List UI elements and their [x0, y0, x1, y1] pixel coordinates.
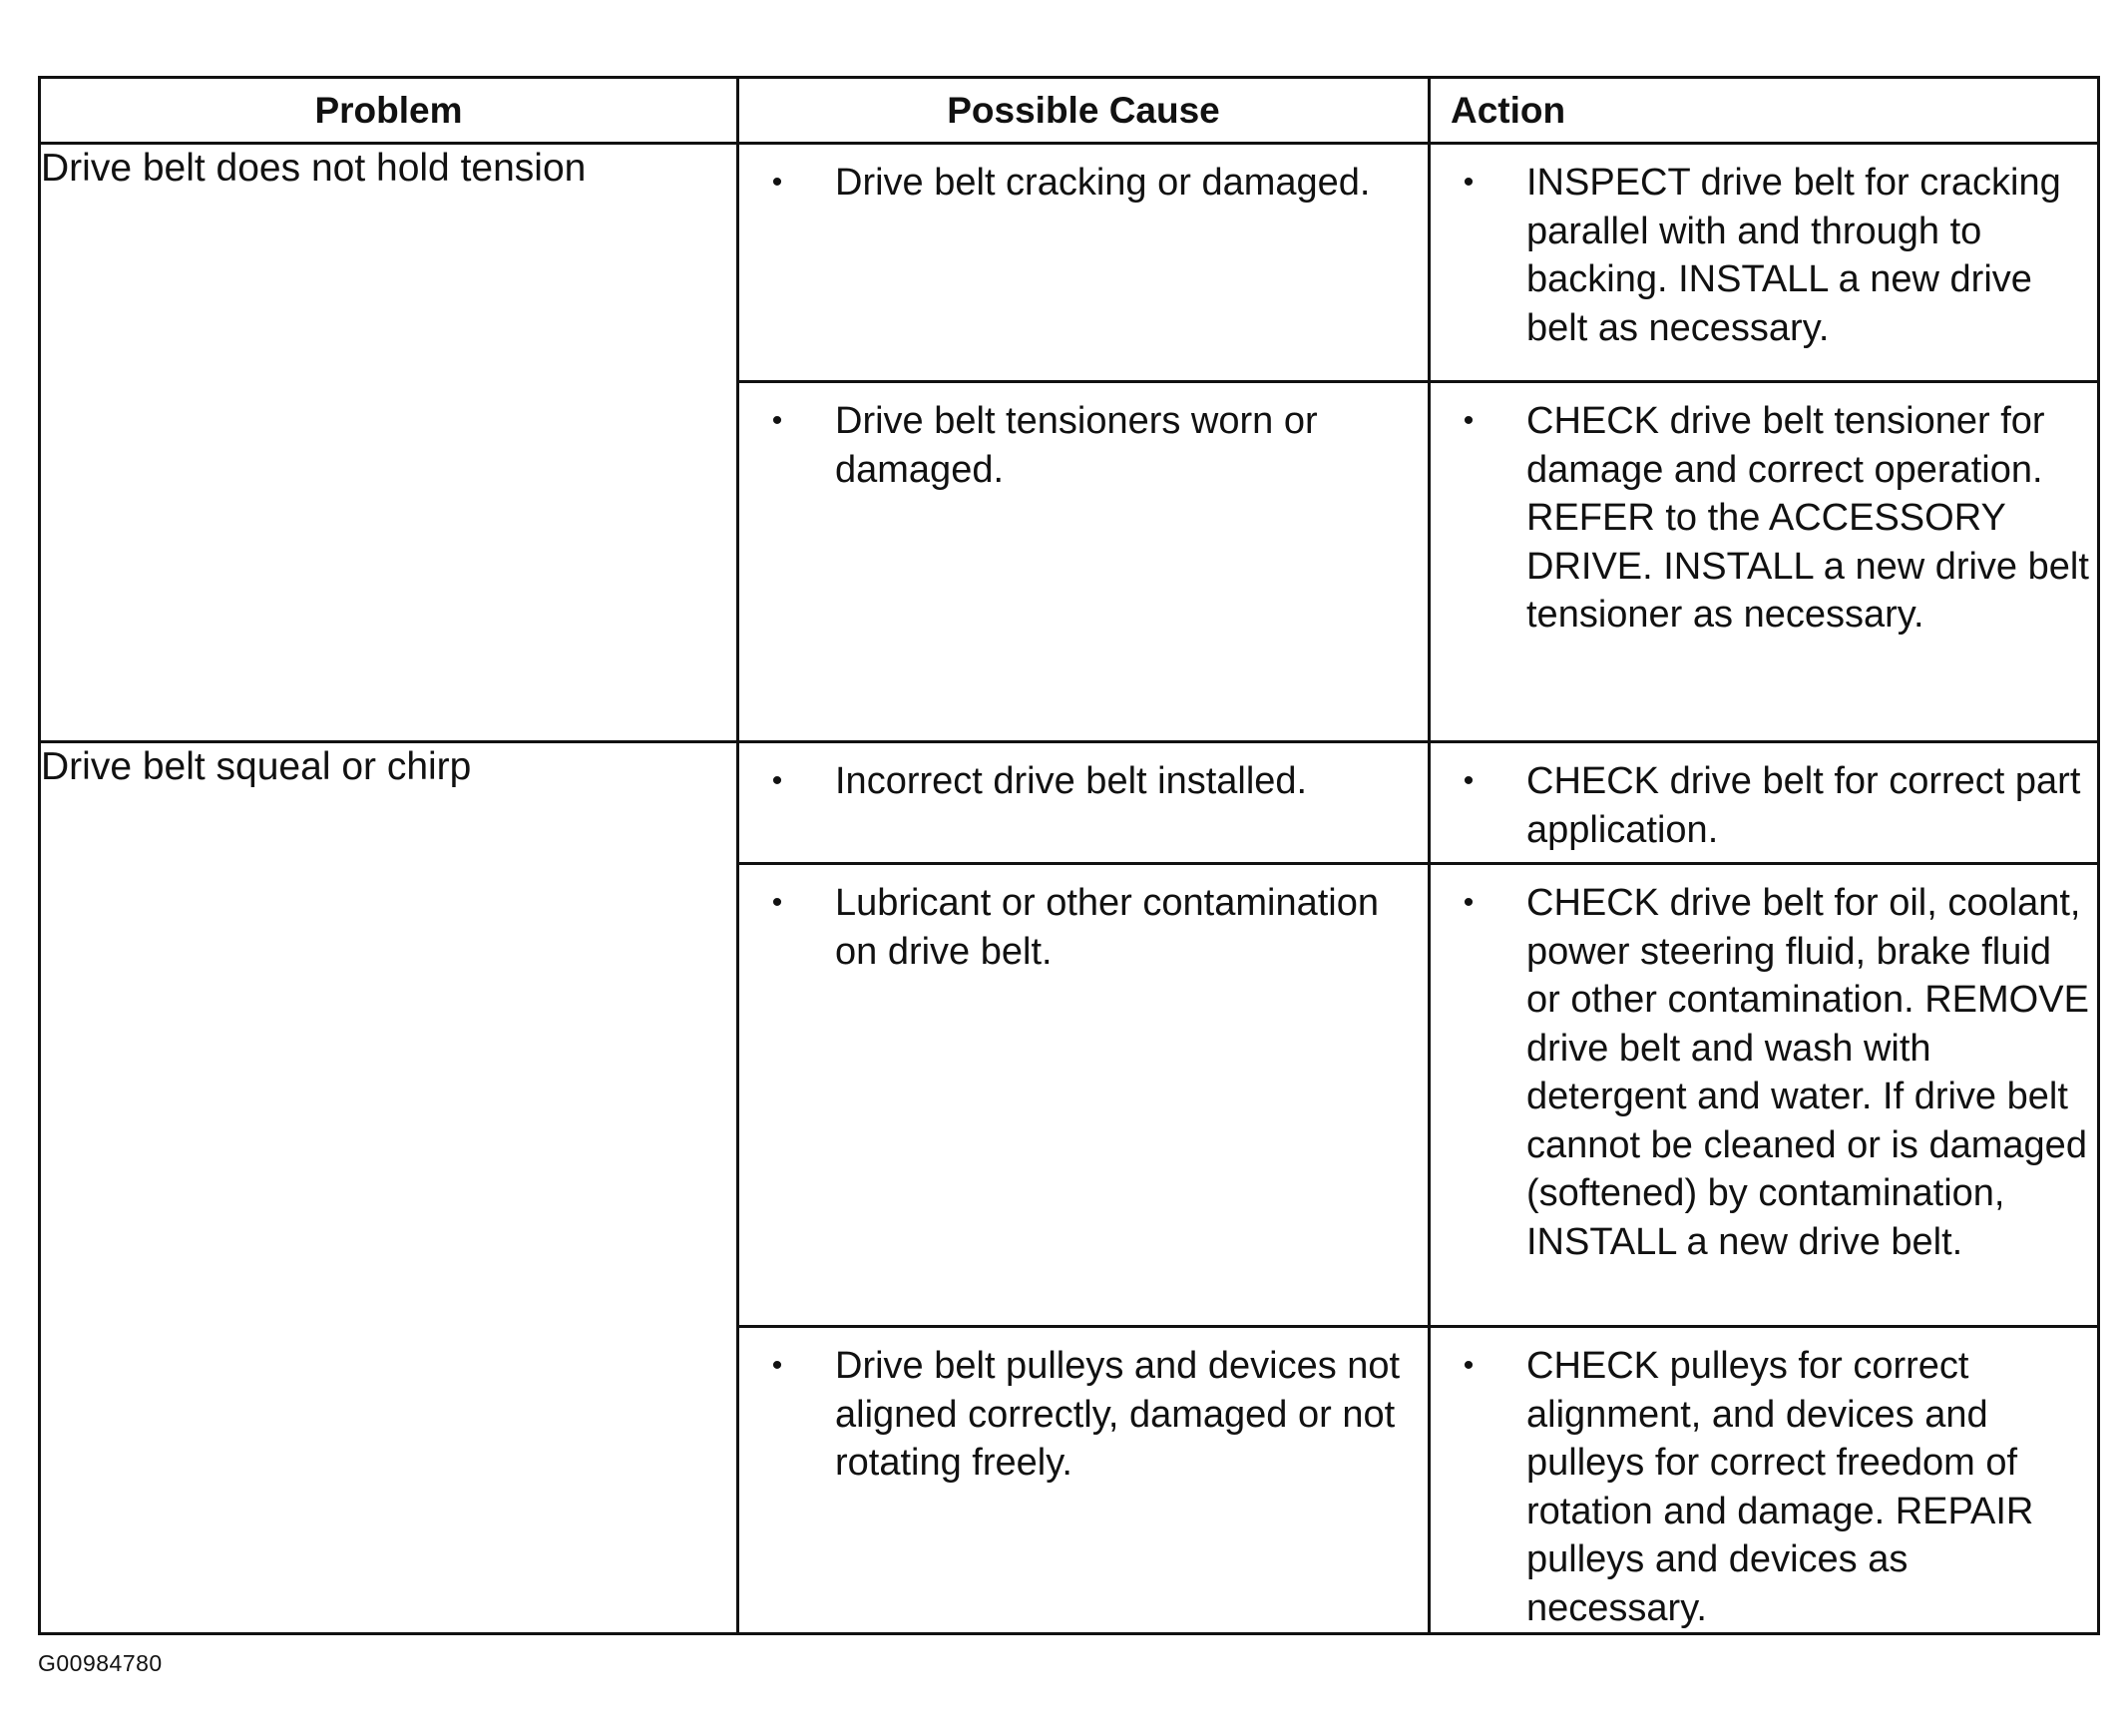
cause-text: Drive belt cracking or damaged. [835, 162, 1371, 204]
figure-id: G00984780 [38, 1650, 163, 1676]
cause-text: Lubricant or other contamination on drive belt. [835, 882, 1379, 973]
cause-cell [738, 742, 1430, 864]
troubleshooting-table [38, 76, 2100, 1635]
cause-item [739, 743, 1428, 806]
cause-cell [738, 144, 1430, 382]
action-text: CHECK drive belt tensioner for damage and correct operation. REFER to the ACCESSORY DRIVE. INSTALL a new drive belt tensioner as necessary. [1526, 400, 2089, 636]
action-text: INSPECT drive belt for cracking parallel with and through to backing. INSTALL a new drive belt as necessary. [1526, 162, 2061, 349]
cause-item [739, 145, 1428, 208]
cause-item [739, 865, 1428, 976]
bullet-icon: • [1463, 1349, 1475, 1382]
bullet-icon: • [771, 166, 783, 199]
action-cell [1430, 864, 2099, 1327]
problem-cell: Drive belt squeal or chirp [40, 742, 738, 1634]
bullet-icon: • [771, 404, 783, 437]
action-item [1431, 1328, 2097, 1632]
action-text: CHECK pulleys for correct alignment, and devices and pulleys for correct freedom of rotation and damage. REPAIR pulleys and devices as necessary. [1526, 1345, 2034, 1629]
table-row [40, 742, 2099, 864]
problem-header: Problem [40, 78, 738, 144]
action-item [1431, 865, 2097, 1266]
action-header: Action [1430, 78, 2099, 144]
cause-item [739, 1328, 1428, 1488]
action-cell [1430, 1327, 2099, 1634]
action-text: CHECK drive belt for correct part application. [1526, 760, 2081, 851]
cause-text: Drive belt tensioners worn or damaged. [835, 400, 1318, 491]
action-item [1431, 383, 2097, 640]
cause-cell [738, 864, 1430, 1327]
bullet-icon: • [771, 886, 783, 919]
bullet-icon: • [1463, 166, 1475, 199]
action-text: CHECK drive belt for oil, coolant, power steering fluid, brake fluid or other contamination. REMOVE drive belt and wash with detergent and water. If drive belt cannot be cleaned or is damaged (softened) by contamination, INSTALL a new drive belt. [1526, 882, 2089, 1263]
problem-cell: Drive belt does not hold tension [40, 144, 738, 742]
bullet-icon: • [1463, 404, 1475, 437]
action-cell [1430, 382, 2099, 742]
cause-cell [738, 1327, 1430, 1634]
action-cell [1430, 144, 2099, 382]
cause-text: Drive belt pulleys and devices not aligned correctly, damaged or not rotating freely. [835, 1345, 1401, 1484]
bullet-icon: • [771, 764, 783, 797]
bullet-icon: • [771, 1349, 783, 1382]
cause-cell [738, 382, 1430, 742]
action-cell [1430, 742, 2099, 864]
cause-item [739, 383, 1428, 494]
header-row [40, 78, 2099, 144]
cause-header: Possible Cause [738, 78, 1430, 144]
bullet-icon: • [1463, 886, 1475, 919]
table-row [40, 144, 2099, 382]
bullet-icon: • [1463, 764, 1475, 797]
action-item [1431, 743, 2097, 854]
action-item [1431, 145, 2097, 352]
cause-text: Incorrect drive belt installed. [835, 760, 1308, 802]
